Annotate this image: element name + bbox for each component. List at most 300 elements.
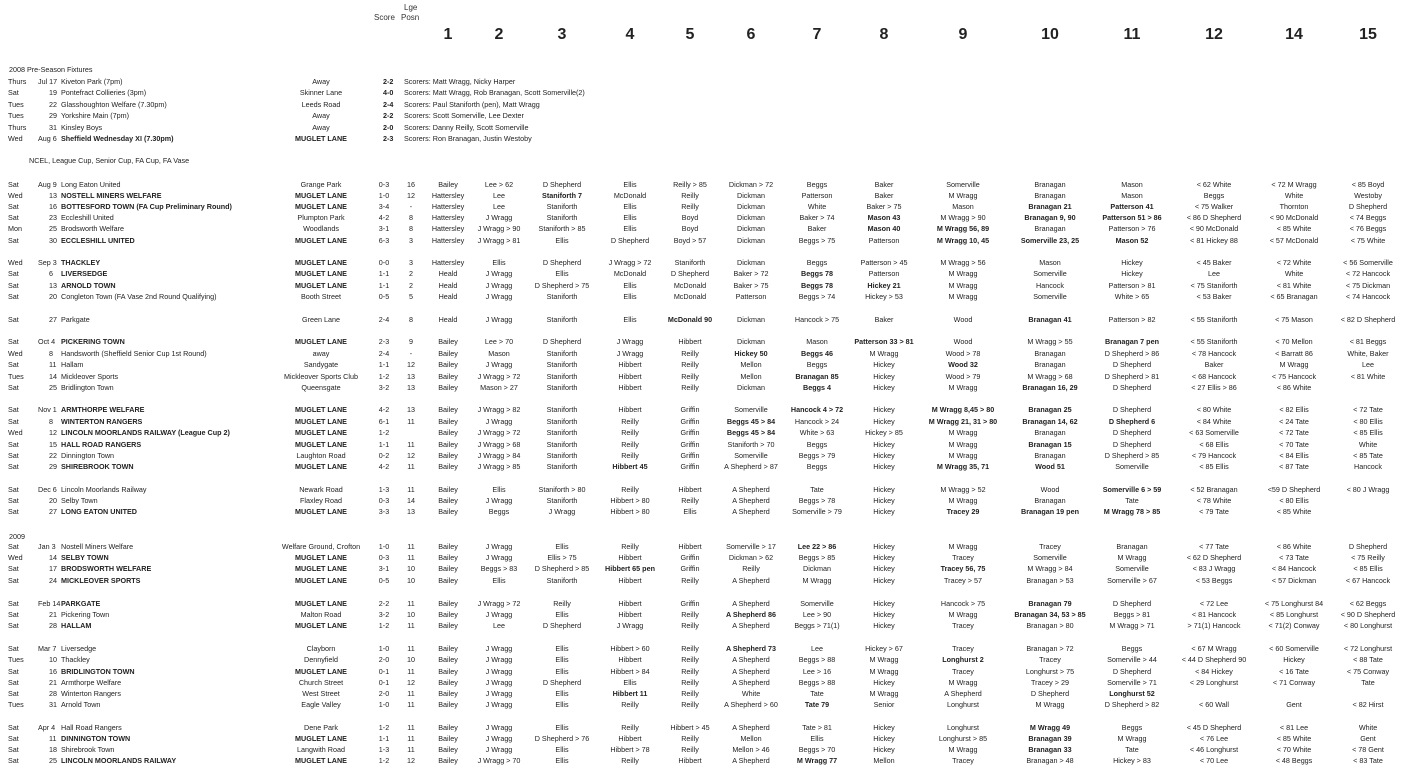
score: 1-1 (378, 360, 390, 369)
player-cell-2: J Wragg > 81 (477, 236, 521, 245)
score: 1-2 (378, 621, 390, 630)
fixture-row (0, 744, 1403, 755)
opponent: THACKLEY (61, 258, 101, 267)
match-date: 11 (49, 734, 57, 743)
match-date: 8 (49, 417, 53, 426)
player-cell-12: < 68 Ellis (1199, 440, 1229, 449)
opponent: Arnold Town (61, 700, 101, 709)
player-cell-4: Reilly (621, 542, 639, 551)
player-cell-15: < 75 Dickman (1345, 281, 1391, 290)
match-day: Wed (8, 191, 23, 200)
fixture-row (0, 404, 1403, 415)
player-cell-9: Mason (952, 202, 974, 211)
player-cell-7: Somerville > 79 (792, 507, 842, 516)
player-cell-9: M Wragg (948, 191, 978, 200)
match-day: Sat (8, 451, 19, 460)
venue: Leeds Road (301, 100, 341, 109)
player-cell-9: Tracey (952, 667, 974, 676)
posn-header: Posn (401, 13, 420, 22)
player-cell-14: < Barratt 86 (1275, 349, 1313, 358)
opponent: ARMTHORPE WELFARE (61, 405, 145, 414)
venue: MUGLET LANE (295, 576, 347, 585)
score: 0-0 (378, 258, 390, 267)
league-position: 12 (407, 360, 415, 369)
match-day: Wed (8, 349, 23, 358)
match-date: 14 (49, 553, 57, 562)
player-cell-11: Patterson 41 (1110, 202, 1154, 211)
fixture-row (0, 563, 1403, 574)
fixture-row (0, 654, 1403, 665)
player-cell-10: Branagan 21 (1028, 202, 1072, 211)
player-cell-14: < 75 Hancock (1271, 372, 1317, 381)
match-date: 25 (49, 756, 57, 765)
score: 6-1 (378, 417, 390, 426)
player-cell-6: A Shepherd (732, 678, 770, 687)
player-cell-5: Ellis (683, 507, 697, 516)
match-date: 22 (49, 451, 57, 460)
match-day: Sat (8, 269, 19, 278)
player-cell-7: White (807, 202, 827, 211)
player-cell-11: D Shepherd (1112, 599, 1152, 608)
player-cell-14: < 86 White (1276, 542, 1312, 551)
fixture-row (0, 336, 1403, 347)
opponent: HALLAM (61, 621, 92, 630)
fixture-row (0, 280, 1403, 291)
player-cell-1: Bailey (438, 542, 458, 551)
match-day: Sat (8, 180, 19, 189)
player-cell-15: < 72 Tate (1353, 405, 1383, 414)
player-cell-1: Bailey (438, 553, 458, 562)
opponent: Mickleover Sports (61, 372, 119, 381)
player-cell-12: < 68 Hancock (1191, 372, 1237, 381)
player-cell-9: Longhurst (947, 723, 979, 732)
player-cell-4: J Wragg (616, 349, 644, 358)
venue: Eagle Valley (301, 700, 341, 709)
preseason-row (0, 133, 1403, 144)
player-cell-15: < 78 Gent (1352, 745, 1384, 754)
player-cell-7: Lee > 90 (802, 610, 832, 619)
player-cell-7: Beggs > 88 (798, 678, 836, 687)
player-cell-8: Baker (874, 315, 894, 324)
player-cell-11: Branagan 7 pen (1105, 337, 1159, 346)
player-cell-12: < 46 Longhurst (1189, 745, 1239, 754)
opponent: BRODSWORTH WELFARE (61, 564, 152, 573)
venue: MUGLET LANE (295, 507, 347, 516)
fixture-row (0, 257, 1403, 268)
match-date: 21 (49, 678, 57, 687)
match-day: Sat (8, 621, 19, 630)
league-position: 11 (407, 689, 415, 698)
player-cell-8: Hickey (873, 745, 895, 754)
player-cell-8: Hickey (873, 485, 895, 494)
player-cell-10: Mason (1039, 258, 1061, 267)
score: 2-0 (383, 123, 394, 132)
player-cell-2: J Wragg (485, 553, 513, 562)
match-date: Aug 9 (38, 180, 57, 189)
player-cell-7: Somerville (800, 599, 834, 608)
player-cell-8: Hickey (873, 507, 895, 516)
column-header-6: 6 (746, 26, 756, 43)
player-cell-7: Beggs 78 (801, 269, 833, 278)
venue: Dennyfield (304, 655, 338, 664)
player-cell-11: Somerville (1115, 462, 1149, 471)
player-cell-2: Lee (493, 202, 505, 211)
player-cell-2: J Wragg > 90 (477, 224, 521, 233)
player-cell-8: Hickey (873, 440, 895, 449)
player-cell-2: J Wragg (485, 281, 513, 290)
player-cell-11: White > 65 (1114, 292, 1150, 301)
player-cell-5: D Shepherd (670, 269, 710, 278)
player-cell-9: Wood 32 (948, 360, 978, 369)
player-cell-4: Hibbert > 80 (610, 496, 650, 505)
player-cell-14: < 57 Dickman (1271, 576, 1317, 585)
player-cell-4: McDonald (613, 191, 647, 200)
player-cell-9: M Wragg 8,45 > 80 (931, 405, 995, 414)
player-cell-5: Reilly (681, 700, 699, 709)
player-cell-14: < 84 Hancock (1271, 564, 1317, 573)
fixture-row (0, 461, 1403, 472)
player-cell-7: Tate > 81 (802, 723, 832, 732)
player-cell-6: Somerville > 17 (726, 542, 776, 551)
player-cell-6: A Shepherd (732, 723, 770, 732)
player-cell-5: Hibbert (678, 485, 702, 494)
opponent: Thackley (61, 655, 90, 664)
player-cell-3: D Shepherd > 76 (534, 734, 590, 743)
column-header-5: 5 (685, 26, 695, 43)
player-cell-14: < 65 Branagan (1270, 292, 1318, 301)
player-cell-2: J Wragg (485, 678, 513, 687)
player-cell-8: Hickey (873, 599, 895, 608)
player-cell-3: Ellis (555, 745, 569, 754)
player-cell-4: Reilly (621, 451, 639, 460)
match-date: Dec 6 (38, 485, 57, 494)
match-date: 17 (49, 564, 57, 573)
player-cell-3: Ellis > 75 (547, 553, 577, 562)
match-date: 13 (49, 191, 57, 200)
fixture-row (0, 268, 1403, 279)
opponent: Congleton Town (FA Vase 2nd Round Qualifying) (61, 292, 217, 301)
player-cell-3: J Wragg (548, 507, 576, 516)
league-position: 2 (409, 281, 413, 290)
player-cell-10: Branagan (1034, 349, 1066, 358)
player-cell-3: Staniforth (546, 451, 578, 460)
player-cell-4: Reilly (621, 723, 639, 732)
player-cell-6: Dickman (737, 224, 765, 233)
player-cell-6: A Shepherd (732, 655, 770, 664)
score: 1-2 (378, 756, 390, 765)
league-position: 8 (409, 224, 413, 233)
player-cell-3: Ellis (555, 667, 569, 676)
player-cell-8: Hickey (873, 678, 895, 687)
player-cell-9: Hancock > 75 (940, 599, 986, 608)
player-cell-1: Heald (438, 269, 458, 278)
player-cell-2: Beggs (488, 507, 510, 516)
player-cell-8: Hickey (873, 621, 895, 630)
player-cell-10: Branagan (1034, 428, 1066, 437)
player-cell-1: Hattersley (431, 191, 465, 200)
player-cell-6: A Shepherd (732, 507, 770, 516)
player-cell-2: J Wragg > 70 (477, 756, 521, 765)
venue: Away (312, 77, 330, 86)
scorers: Scorers: Paul Staniforth (pen), Matt Wragg (404, 100, 540, 109)
player-cell-4: Reilly (621, 417, 639, 426)
player-cell-12: < 84 Hickey (1195, 667, 1233, 676)
score: 3-1 (378, 224, 390, 233)
venue: Newark Road (299, 485, 343, 494)
player-cell-15: < 88 Tate (1353, 655, 1383, 664)
player-cell-10: Somerville 23, 25 (1020, 236, 1080, 245)
player-cell-8: Mellon (873, 756, 895, 765)
match-date: 16 (49, 202, 57, 211)
player-cell-5: Reilly (681, 383, 699, 392)
player-cell-2: Lee > 70 (484, 337, 514, 346)
player-cell-14: Hickey (1283, 655, 1305, 664)
score: 1-0 (378, 700, 390, 709)
player-cell-9: M Wragg (948, 496, 978, 505)
player-cell-2: J Wragg (485, 745, 513, 754)
player-cell-10: Branagan 41 (1028, 315, 1072, 324)
player-cell-9: M Wragg (948, 440, 978, 449)
player-cell-15: < 82 D Shepherd (1340, 315, 1396, 324)
player-cell-15: White (1358, 440, 1378, 449)
player-cell-2: Mason > 27 (480, 383, 518, 392)
player-cell-4: Ellis (623, 202, 637, 211)
player-cell-12: < 62 White (1196, 180, 1232, 189)
player-cell-7: Beggs (806, 440, 828, 449)
player-cell-15: D Shepherd (1348, 202, 1388, 211)
player-cell-8: Hickey 21 (867, 281, 901, 290)
player-cell-15: < 80 J Wragg (1346, 485, 1390, 494)
player-cell-8: Hickey (873, 372, 895, 381)
player-cell-5: Reilly (681, 655, 699, 664)
player-cell-14: < 72 M Wragg (1271, 180, 1317, 189)
player-cell-14: < 60 Somerville (1269, 644, 1319, 653)
opponent: Dinnington Town (61, 451, 115, 460)
player-cell-2: J Wragg (485, 292, 513, 301)
player-cell-3: Staniforth > 85 (538, 224, 586, 233)
player-cell-15: < 75 White (1350, 236, 1386, 245)
player-cell-3: Staniforth (546, 428, 578, 437)
match-date: 19 (49, 88, 57, 97)
venue: MUGLET LANE (295, 191, 347, 200)
player-cell-12: < 79 Hancock (1191, 451, 1237, 460)
player-cell-14: < 82 Ellis (1279, 405, 1309, 414)
player-cell-11: M Wragg (1117, 553, 1147, 562)
player-cell-3: Staniforth (546, 440, 578, 449)
section-title-ncel: NCEL, League Cup, Senior Cup, FA Cup, FA Vase (29, 156, 190, 165)
match-day: Sat (8, 213, 19, 222)
venue: MUGLET LANE (295, 202, 347, 211)
match-date: Mar 7 (38, 644, 57, 653)
player-cell-2: J Wragg > 72 (477, 372, 521, 381)
player-cell-10: Somerville (1033, 269, 1067, 278)
opponent: Armthorpe Welfare (61, 678, 122, 687)
column-header-1: 1 (443, 26, 453, 43)
fixture-row (0, 416, 1403, 427)
fixture-row (0, 450, 1403, 461)
player-cell-7: Lee > 16 (802, 667, 832, 676)
opponent: ARNOLD TOWN (61, 281, 116, 290)
league-position: 11 (407, 417, 415, 426)
player-cell-7: Hancock > 24 (794, 417, 840, 426)
league-position: 16 (407, 180, 415, 189)
player-cell-12: < 27 Ellis > 86 (1191, 383, 1237, 392)
player-cell-4: Ellis (623, 678, 637, 687)
player-cell-10: M Wragg > 68 (1027, 372, 1073, 381)
player-cell-6: Reilly (742, 564, 760, 573)
player-cell-5: Reilly (681, 745, 699, 754)
opponent: Long Eaton United (61, 180, 121, 189)
player-cell-9: Longhurst 2 (942, 655, 984, 664)
player-cell-6: Dickman (737, 315, 765, 324)
player-cell-15: < 80 Longhurst (1343, 621, 1393, 630)
player-cell-14: < 70 Tate (1279, 440, 1309, 449)
player-cell-9: M Wragg (948, 383, 978, 392)
player-cell-7: Dickman (803, 564, 831, 573)
column-header-2: 2 (494, 26, 504, 43)
player-cell-5: Reilly > 85 (673, 180, 707, 189)
match-day: Sat (8, 383, 19, 392)
score: 0-1 (378, 678, 390, 687)
player-cell-1: Bailey (438, 360, 458, 369)
player-cell-12: < 85 Ellis (1199, 462, 1229, 471)
player-cell-3: Staniforth (546, 383, 578, 392)
player-cell-1: Bailey (438, 349, 458, 358)
player-cell-3: Staniforth (546, 372, 578, 381)
player-cell-3: Staniforth (546, 292, 578, 301)
player-cell-10: Branagan > 48 (1026, 756, 1074, 765)
score: 1-2 (378, 428, 390, 437)
player-cell-9: M Wragg (948, 678, 978, 687)
player-cell-1: Bailey (438, 440, 458, 449)
fixture-row (0, 541, 1403, 552)
player-cell-11: Patterson 51 > 86 (1102, 213, 1162, 222)
section-title-2009: 2009 (9, 532, 25, 541)
player-cell-8: M Wragg (869, 667, 899, 676)
league-position: 10 (407, 610, 415, 619)
player-cell-7: Lee (811, 644, 823, 653)
match-date: Jul 17 (38, 77, 58, 86)
player-cell-1: Bailey (438, 644, 458, 653)
player-cell-1: Hattersley (431, 224, 465, 233)
player-cell-10: Branagan (1034, 224, 1066, 233)
player-cell-11: Patterson > 76 (1108, 224, 1156, 233)
lge-header: Lge (404, 3, 418, 12)
player-cell-7: Beggs > 74 (798, 292, 836, 301)
player-cell-9: Longhurst (947, 700, 979, 709)
venue: MUGLET LANE (295, 337, 347, 346)
league-position: 10 (407, 576, 415, 585)
player-cell-9: M Wragg > 52 (940, 485, 986, 494)
player-cell-7: Hancock 4 > 72 (790, 405, 844, 414)
player-cell-1: Bailey (438, 621, 458, 630)
player-cell-8: M Wragg (869, 655, 899, 664)
match-day: Sat (8, 440, 19, 449)
player-cell-10: M Wragg (1035, 700, 1065, 709)
fixture-row (0, 382, 1403, 393)
league-position: 11 (407, 700, 415, 709)
score: 3-4 (378, 202, 390, 211)
venue: MUGLET LANE (295, 258, 347, 267)
fixture-row (0, 552, 1403, 563)
opponent: PARKGATE (61, 599, 101, 608)
match-day: Sat (8, 667, 19, 676)
match-day: Wed (8, 134, 23, 143)
player-cell-2: Lee (493, 621, 505, 630)
player-cell-8: Patterson (868, 269, 900, 278)
player-cell-14: < 80 Ellis (1279, 496, 1309, 505)
player-cell-5: Boyd (681, 224, 699, 233)
player-cell-8: Baker > 75 (866, 202, 902, 211)
score: 4-0 (383, 88, 394, 97)
player-cell-2: J Wragg (485, 417, 513, 426)
match-day: Mon (8, 224, 22, 233)
venue: Grange Park (300, 180, 342, 189)
match-date: Aug 6 (38, 134, 57, 143)
player-cell-7: Patterson (801, 191, 833, 200)
player-cell-8: Hickey (873, 553, 895, 562)
player-cell-3: Staniforth (546, 417, 578, 426)
player-cell-11: Patterson > 81 (1108, 281, 1156, 290)
venue: MUGLET LANE (295, 134, 347, 143)
player-cell-12: < 62 D Shepherd (1186, 553, 1242, 562)
section-title-2008: 2008 Pre-Season Fixtures (9, 65, 93, 74)
player-cell-4: Reilly (621, 756, 639, 765)
player-cell-12: < 55 Staniforth (1190, 315, 1238, 324)
venue: MUGLET LANE (295, 667, 347, 676)
player-cell-3: D Shepherd > 85 (534, 564, 590, 573)
score: 2-4 (378, 315, 390, 324)
player-cell-14: < 71 Conway (1272, 678, 1316, 687)
player-cell-12: > 71(1) Hancock (1187, 621, 1241, 630)
player-cell-2: J Wragg (485, 360, 513, 369)
player-cell-7: Beggs (806, 180, 828, 189)
player-cell-12: < 76 Lee (1199, 734, 1229, 743)
player-cell-5: McDonald (673, 292, 707, 301)
scorers: Scorers: Matt Wragg, Nicky Harper (404, 77, 516, 86)
venue: Skinner Lane (299, 88, 343, 97)
opponent: Hallam (61, 360, 84, 369)
player-cell-11: Somerville 6 > 59 (1102, 485, 1162, 494)
player-cell-15: < 83 Tate (1353, 756, 1383, 765)
venue: MUGLET LANE (295, 405, 347, 414)
player-cell-6: A Shepherd > 87 (724, 462, 778, 471)
player-cell-12: < 75 Staniforth (1190, 281, 1238, 290)
player-cell-9: M Wragg (948, 292, 978, 301)
player-cell-10: Branagan 14, 62 (1022, 417, 1078, 426)
player-cell-12: < 67 M Wragg (1191, 644, 1237, 653)
match-day: Sat (8, 88, 19, 97)
match-date: 31 (49, 123, 57, 132)
opponent: Pontefract Collieries (3pm) (61, 88, 147, 97)
player-cell-12: < 45 D Shepherd (1186, 723, 1242, 732)
player-cell-5: Reilly (681, 360, 699, 369)
player-cell-6: Dickman (737, 202, 765, 211)
league-position: 11 (407, 621, 415, 630)
player-cell-9: A Shepherd (944, 689, 982, 698)
player-cell-7: Hancock > 75 (794, 315, 840, 324)
player-cell-15: < 67 Hancock (1345, 576, 1391, 585)
score-header: Score (374, 13, 395, 22)
player-cell-2: J Wragg (485, 213, 513, 222)
player-cell-5: Boyd (681, 213, 699, 222)
player-cell-2: J Wragg (485, 644, 513, 653)
player-cell-7: Beggs > 70 (798, 745, 836, 754)
player-cell-2: J Wragg (485, 496, 513, 505)
player-cell-7: Beggs (806, 462, 828, 471)
player-cell-14: < 87 Tate (1279, 462, 1309, 471)
venue: MUGLET LANE (295, 734, 347, 743)
